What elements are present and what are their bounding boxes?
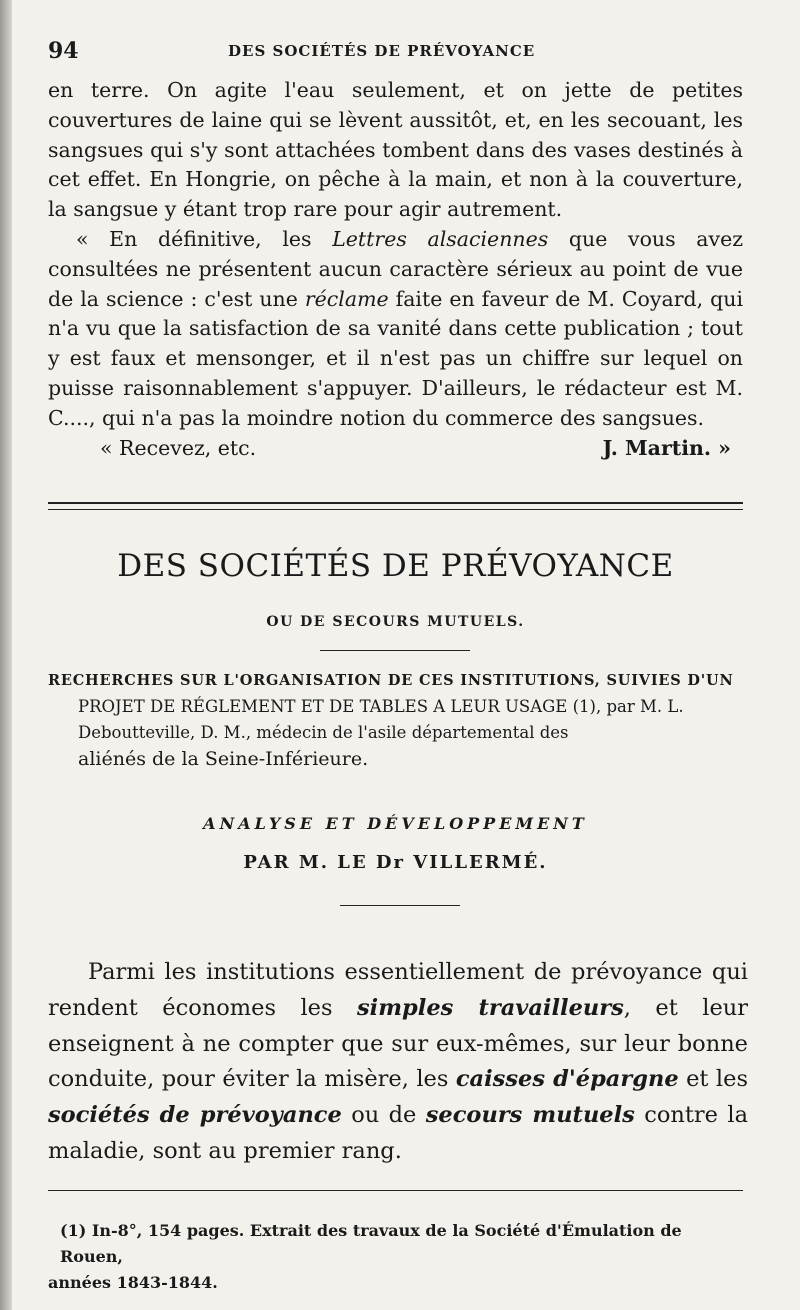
letter-paragraph: en terre. On agite l'eau seulement, et on jette de petites couvertures de laine qui se lèvent aussitôt, et, en les secouant, les sangsues qui s'y sont attachées tombent dans des vases destinés à cet effet. En Hongrie, on pêche à la main, et non à la couverture, la sangsue y étant trop rare pour agir autrement. [48,78,743,222]
italic-run: caisses d'épargne [455,1066,679,1093]
text-run: Parmi les institutions essentiellement de prévoyance qui rendent économes les [48,959,748,1021]
footnote-line: (1) In-8°, 154 pages. Extrait des travaux de la Société d'Émulation de Rouen, [60,1221,682,1266]
subtitle-rule [320,650,470,651]
italic-run: secours mutuels [425,1102,635,1129]
running-head: DES SOCIÉTÉS DE PRÉVOYANCE [228,42,536,60]
page-number: 94 [48,38,79,64]
text-run: , et leur enseignent à ne compter que sur eux-mêmes, sur leur bonne conduite, pour éviter la misère, les [48,994,749,1093]
author-rule [340,905,460,906]
letter-closing [48,434,743,464]
article-subtitle: OU DE SECOURS MUTUELS. [266,614,525,630]
author-line: PAR M. LE Dr VILLERMÉ. [243,852,548,873]
article-title: DES SOCIÉTÉS DE PRÉVOYANCE [117,548,674,584]
closing-formula: « Recevez, etc. [100,435,257,460]
italic-run: simples travailleurs [357,994,624,1021]
footnote-line: années 1843-1844. [48,1273,218,1292]
section-divider [48,502,743,510]
italic-run: réclame [304,286,389,311]
reference-line: PROJET DE RÉGLEMENT ET DE TABLES A LEUR USAGE (1), par M. L. Deboutteville, D. M., médecin de l'asile départemental des [78,697,684,742]
italic-run: sociétés de prévoyance [48,1102,342,1129]
analysis-heading: ANALYSE ET DÉVELOPPEMENT [203,814,588,833]
letter-text [48,76,743,463]
text-run: faite en faveur de M. Coyard, qui n'a vu que la satisfaction de sa vanité dans cette publication ; tout y est faux et mensonger, et il n'est pas un chiffre sur lequel on puisse raisonnablement s'appuyer. D'ailleurs, le rédacteur est M. C...., qui n'a pas la moindre notion du commerce des sangsues. [48,286,744,430]
page-header [48,38,740,68]
bibliographic-reference [48,668,743,772]
text-run: contre la maladie, sont au premier rang. [48,1102,748,1164]
letter-paragraph [48,225,743,434]
italic-run: Lettres alsaciennes [332,226,549,251]
signature: J. Martin. » [602,435,731,460]
text-run: et les [678,1066,748,1093]
footnote-rule [48,1190,743,1191]
footnote [48,1218,748,1296]
text-run: « En définitive, les [76,226,333,251]
article-body [48,955,748,1170]
page-edge-shadow [0,0,12,1310]
body-paragraph [48,955,748,1170]
text-run: ou de [341,1102,426,1129]
reference-line: aliénés de la Seine-Inférieure. [78,748,369,770]
text-run: que vous avez consultées ne présentent aucun caractère sérieux au point de vue de la science : c'est une [48,226,744,311]
reference-line: RECHERCHES SUR L'ORGANISATION DE CES INSTITUTIONS, SUIVIES D'UN [48,672,734,689]
